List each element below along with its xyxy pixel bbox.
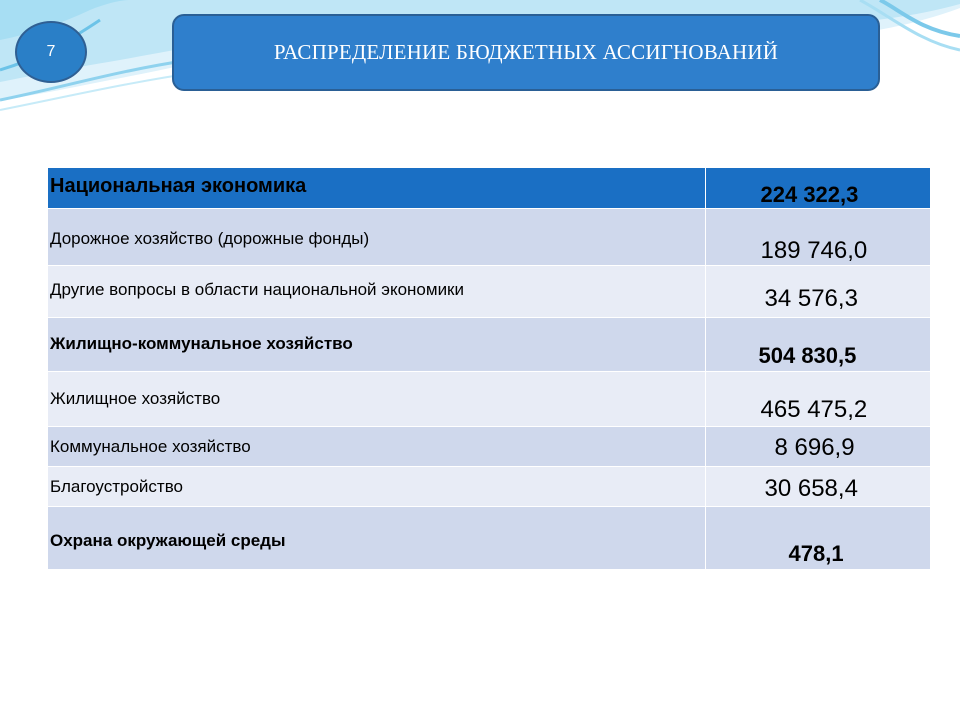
row-name-cell [48, 318, 705, 372]
table-row [48, 318, 930, 372]
row-name-cell [48, 266, 705, 318]
slide-number: 7 [46, 43, 56, 60]
table-row [48, 168, 930, 209]
row-name: Жилищно-коммунальное хозяйство [50, 334, 353, 353]
row-value: 8 696,9 [774, 434, 855, 461]
slide-number-badge [15, 21, 87, 83]
slide-title: РАСПРЕДЕЛЕНИЕ БЮДЖЕТНЫХ АССИГНОВАНИЙ [273, 40, 779, 64]
row-value-cell [705, 372, 930, 427]
row-value: 224 322,3 [760, 182, 859, 207]
row-name-cell [48, 209, 705, 266]
row-value-cell [705, 467, 930, 507]
row-name: Дорожное хозяйство (дорожные фонды) [50, 229, 370, 248]
row-value: 465 475,2 [760, 396, 868, 423]
row-value: 34 576,3 [764, 285, 858, 312]
row-value-cell [705, 168, 930, 209]
table-row [48, 427, 930, 467]
row-name-cell [48, 427, 705, 467]
row-name: Благоустройство [50, 477, 184, 496]
table-row [48, 372, 930, 427]
row-value-cell [705, 427, 930, 467]
row-value: 504 830,5 [758, 343, 857, 368]
table-row [48, 266, 930, 318]
row-name: Другие вопросы в области национальной экономики [50, 280, 464, 299]
row-name-cell [48, 467, 705, 507]
row-name: Коммунальное хозяйство [50, 437, 251, 456]
row-value-cell [705, 209, 930, 266]
row-value: 30 658,4 [764, 475, 858, 502]
row-value-cell [705, 266, 930, 318]
row-value: 189 746,0 [760, 237, 868, 264]
slide-title-banner [172, 14, 880, 91]
table-row [48, 209, 930, 266]
row-name: Жилищное хозяйство [50, 389, 221, 408]
row-name: Охрана окружающей среды [50, 531, 286, 550]
row-name-cell [48, 372, 705, 427]
row-value: 478,1 [788, 541, 844, 566]
row-value-cell [705, 507, 930, 570]
row-name-cell [48, 168, 705, 209]
table-row [48, 467, 930, 507]
row-value-cell [705, 318, 930, 372]
row-name-cell [48, 507, 705, 570]
row-name: Национальная экономика [50, 175, 307, 197]
table-row [48, 507, 930, 570]
budget-allocation-table [48, 168, 931, 570]
